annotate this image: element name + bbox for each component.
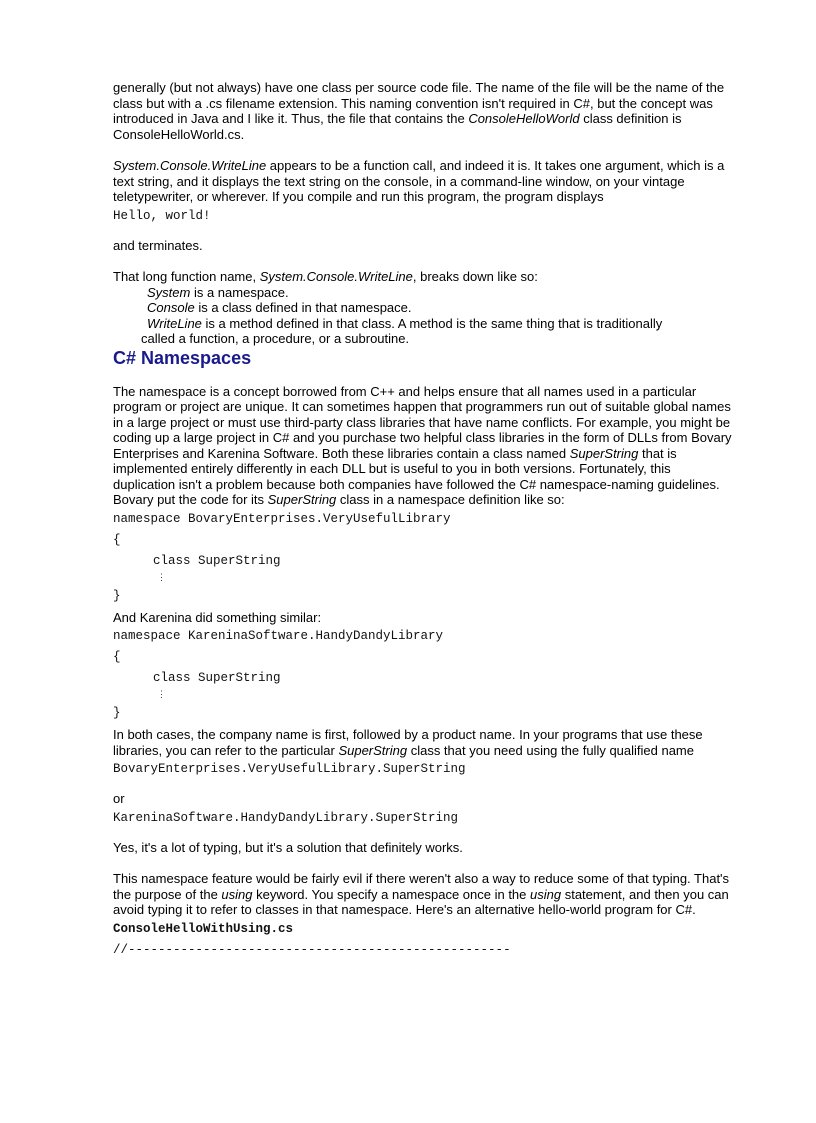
code-block-bovary	[113, 512, 733, 604]
paragraph-writeline: System.Console.WriteLine appears to be a function call, and indeed it is. It takes one argument, which is a text string, and it displays the text string on the console, in a command-line window, on your vintage teletypewriter, or wherever. If you compile and run this program, the program displays	[113, 158, 725, 204]
paragraph-using-keyword: This namespace feature would be fairly evil if there weren't also a way to reduce some of that typing. That's the purpose of the using keyword. You specify a namespace once in the using statement, and then you can avoid typing it to refer to classes in that namespace. Here's an alternative hello-world program for C#.	[113, 871, 730, 917]
code-class-line: class SuperString	[153, 553, 281, 568]
code-open-brace: {	[113, 650, 121, 664]
vertical-ellipsis-icon: ⋮	[157, 572, 166, 583]
breakdown-continuation: called a function, a procedure, or a subroutine.	[141, 331, 410, 346]
paragraph-lot-of-typing: Yes, it's a lot of typing, but it's a solution that definitely works.	[113, 839, 463, 855]
code-block-karenina	[113, 629, 733, 721]
breakdown-item-writeline: WriteLine is a method defined in that class. A method is the same thing that is traditionally	[147, 315, 663, 331]
paragraph-namespace-intro: The namespace is a concept borrowed from C++ and helps ensure that all names used in a particular program or project are unique. It can sometimes happen that programmers run out of suitable global names in a large project or must use third-party class libraries that have name conflicts. For example, you might be coding up a large project in C# and you purchase two helpful class libraries in the form of DLLs from Bovary Enterprises and Karenina Software. Both these libraries contain a class named SuperString that is implemented entirely differently in each DLL but is useful to you in both versions. Fortunately, this duplication isn't a problem because both companies have followed the C# namespace-naming guidelines. Bovary put the code for its SuperString class in a namespace definition like so:	[113, 383, 732, 507]
paragraph-breakdown-intro: That long function name, System.Console.WriteLine, breaks down like so:	[113, 269, 538, 284]
code-hello-output: Hello, world!	[113, 208, 211, 223]
code-fully-qualified-karenina: KareninaSoftware.HandyDandyLibrary.SuperString	[113, 810, 459, 825]
code-open-brace: {	[113, 532, 121, 547]
code-fully-qualified-bovary: BovaryEnterprises.VeryUsefulLibrary.SuperString	[113, 762, 466, 776]
breakdown-item-console: Console is a class defined in that namespace.	[147, 300, 412, 315]
document-page	[113, 80, 733, 958]
paragraph-file-naming: generally (but not always) have one class per source code file. The name of the file will be the name of the class but with a .cs filename extension. This naming convention isn't required in C#, but the concept was introduced in Java and I like it. Thus, the file that contains the ConsoleHelloWorld class definition is ConsoleHelloWorld.cs.	[113, 80, 725, 142]
code-close-brace: }	[113, 588, 121, 603]
paragraph-terminates: and terminates.	[113, 237, 203, 253]
code-namespace-line: namespace KareninaSoftware.HandyDandyLibrary	[113, 629, 444, 643]
section-heading: C# Namespaces	[113, 347, 252, 368]
paragraph-or: or	[113, 791, 125, 806]
paragraph-fully-qualified: In both cases, the company name is first, followed by a product name. In your programs that use these libraries, you can refer to the particular SuperString class that you need using the fully qualified name	[113, 727, 703, 758]
code-file-title: ConsoleHelloWithUsing.cs	[113, 921, 294, 936]
paragraph-karenina: And Karenina did something similar:	[113, 609, 322, 625]
code-comment-line: //---------------------------------------------------	[113, 942, 511, 957]
code-class-line: class SuperString	[153, 671, 281, 685]
code-close-brace: }	[113, 706, 121, 720]
breakdown-item-system: System is a namespace.	[147, 284, 289, 300]
vertical-ellipsis-icon: ⋮	[157, 690, 166, 700]
code-namespace-line: namespace BovaryEnterprises.VeryUsefulLibrary	[113, 511, 451, 526]
